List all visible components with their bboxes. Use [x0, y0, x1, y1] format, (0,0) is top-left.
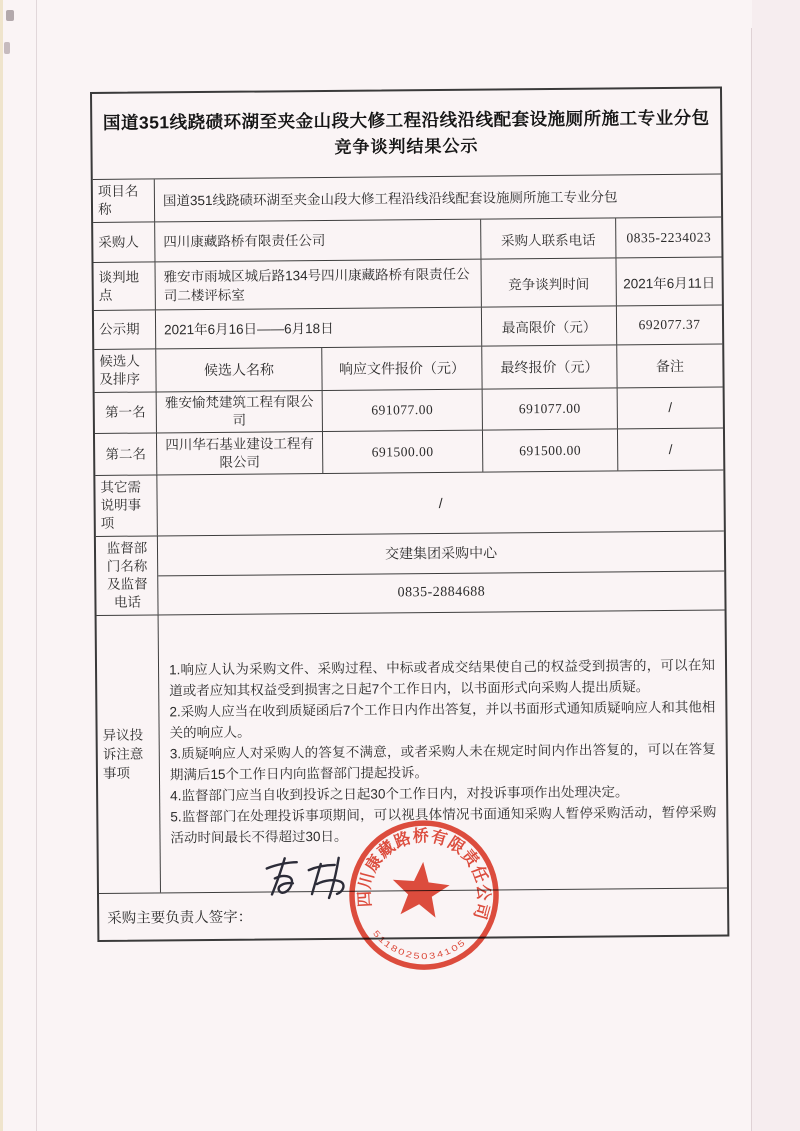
- objection-item-3: 3.质疑响应人对采购人的答复不满意，或者采购人未在规定时间内作出答复的，可以在答复期满后15个工作日内向监督部门提起投诉。: [169, 741, 716, 783]
- negotiation-time-label: 竞争谈判时间: [481, 258, 616, 306]
- candidate-2-remark: /: [668, 441, 673, 457]
- negotiation-time-value: 2021年6月11日: [623, 275, 716, 291]
- supervision-phone: 0835-2884688: [397, 584, 486, 601]
- other-notes-row: [95, 470, 724, 536]
- page-left-edge: [0, 0, 3, 1131]
- negotiation-location-row: [93, 257, 721, 310]
- candidate-1-name: 雅安愉梵建筑工程有限公司: [157, 391, 323, 432]
- publicity-label: 公示期: [94, 310, 156, 349]
- purchaser-value: 四川康藏路桥有限责任公司: [155, 220, 481, 262]
- objection-label: 异议投诉注意事项: [97, 615, 161, 893]
- project-name-value: 国道351线跷碛环湖至夹金山段大修工程沿线沿线配套设施厕所施工专业分包: [162, 188, 618, 208]
- project-name-label: 项目名称: [93, 179, 155, 222]
- candidate-1-final-price: 691077.00: [483, 388, 618, 429]
- signature-label: 采购主要负责人签字：: [107, 909, 253, 927]
- other-notes-label: 其它需说明事项: [95, 475, 158, 536]
- result-announcement-table: [90, 86, 729, 962]
- candidate-2-doc-price: 691500.00: [323, 431, 483, 473]
- scan-artifact: [6, 10, 14, 21]
- supervision-department-name: 交建集团采购中心: [158, 531, 724, 575]
- candidate-1-rank: 第一名: [95, 392, 157, 433]
- objection-item-5: 5.监督部门在处理投诉事项期间，可以视具体情况书面通知采购人暂停采购活动，暂停采购活动时间最长不得超过30日。: [170, 804, 717, 846]
- candidate-1-remark: /: [668, 399, 673, 415]
- candidate-row-1: [95, 387, 723, 433]
- document-subtitle: 竞争谈判结果公示: [334, 136, 479, 157]
- project-name-row: [93, 174, 721, 222]
- purchaser-row: [93, 217, 721, 262]
- col-header-remark: 备注: [655, 357, 684, 375]
- supervision-label: 监督部门名称及监督电话: [96, 536, 159, 615]
- objection-item-1: 1.响应人认为采购文件、采购过程、中标或者成交结果使自己的权益受到损害的，可以在知道或者应知其权益受到损害之日起7个工作日内，以书面形式向采购人提出质疑。: [168, 657, 716, 699]
- publicity-period-row: [94, 305, 722, 349]
- supervision-row: [96, 531, 725, 615]
- col-header-doc-price: 响应文件报价（元）: [322, 347, 482, 390]
- col-header-final-price: 最终报价（元）: [482, 345, 617, 388]
- candidate-2-rank: 第二名: [95, 433, 157, 475]
- objection-item-2: 2.采购人应当在收到质疑函后7个工作日内作出答复，并以书面形式通知质疑响应人和其他相关的响应人。: [169, 699, 716, 741]
- publicity-value: 2021年6月16日——6月18日: [156, 308, 482, 349]
- candidate-row-2: [95, 428, 723, 475]
- purchaser-phone-value: 0835-2234023: [626, 229, 712, 245]
- purchaser-phone-label: 采购人联系电话: [481, 218, 616, 258]
- purchaser-label: 采购人: [93, 222, 155, 262]
- location-label: 谈判地点: [93, 262, 155, 310]
- col-header-name: 候选人名称: [156, 348, 322, 391]
- page-right-shade: [752, 0, 800, 1131]
- page-right-edge: [751, 28, 752, 1131]
- candidate-2-name: 四川华石基业建设工程有限公司: [157, 432, 323, 474]
- objection-item-4: 4.监督部门应当自收到投诉之日起30个工作日内，对投诉事项作出处理决定。: [170, 784, 629, 804]
- document-title: 国道351线跷碛环湖至夹金山段大修工程沿线沿线配套设施厕所施工专业分包: [102, 107, 710, 133]
- seal-company-name: 四川康藏路桥有限责任公司: [355, 826, 493, 923]
- company-seal: [331, 802, 517, 988]
- paper-fold-line: [36, 0, 37, 1131]
- max-price-value: 692077.37: [638, 316, 701, 333]
- scan-artifact: [4, 42, 10, 54]
- candidate-1-doc-price: 691077.00: [323, 390, 483, 431]
- max-price-label: 最高限价（元）: [482, 306, 617, 345]
- col-header-rank: 候选人及排序: [94, 349, 156, 392]
- seal-star-icon: [390, 859, 452, 919]
- location-value: 雅安市雨城区城后路134号四川康藏路桥有限责任公司二楼评标室: [155, 260, 481, 310]
- candidate-2-final-price: 691500.00: [483, 429, 618, 471]
- candidates-header-row: [94, 344, 722, 392]
- other-notes-value: /: [438, 494, 443, 511]
- title-row: [92, 89, 721, 180]
- seal-serial-number: 5118025034105: [371, 928, 467, 962]
